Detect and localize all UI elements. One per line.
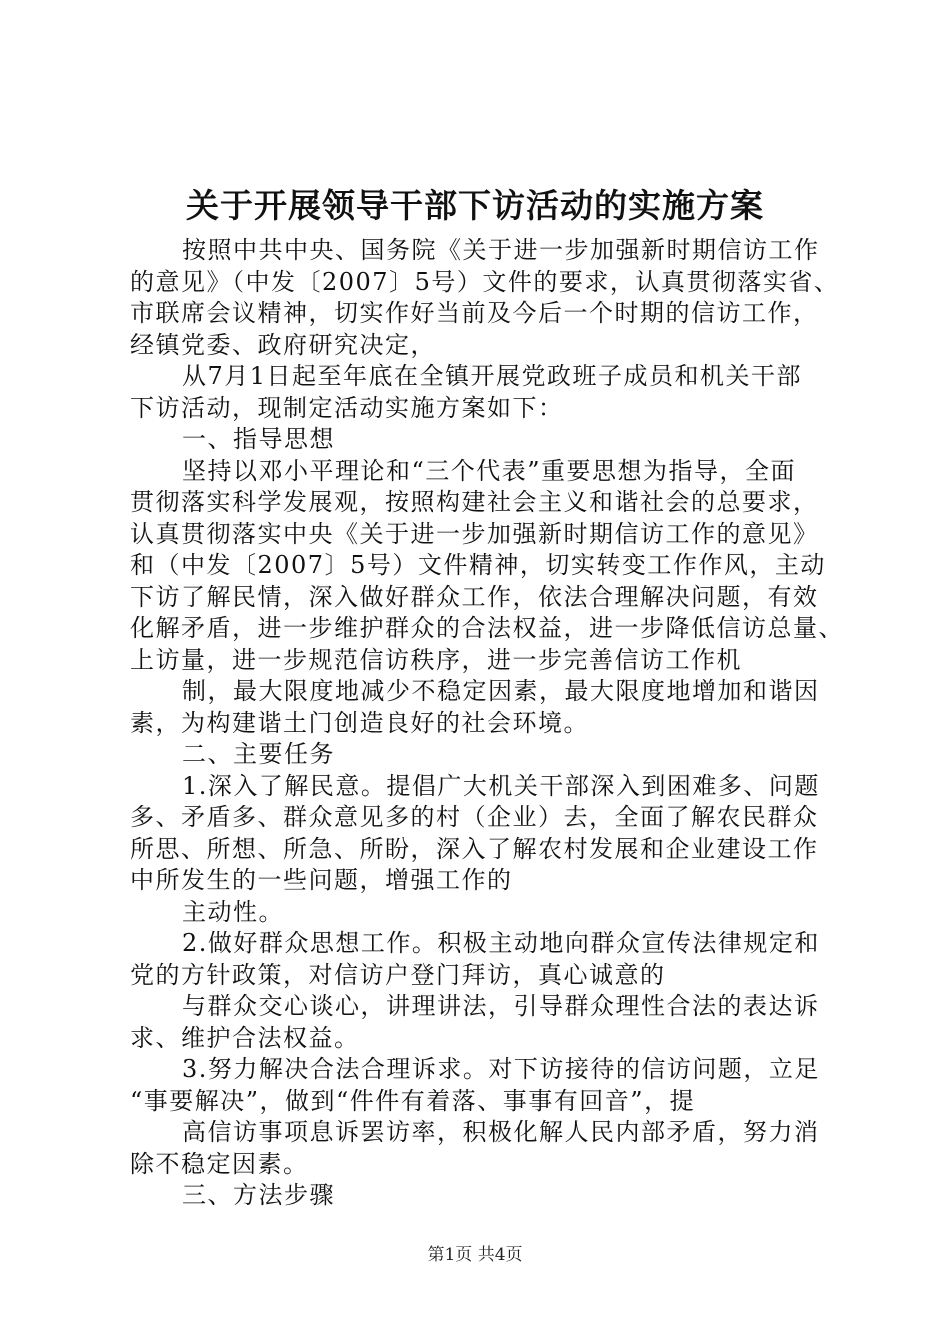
page-footer: 第1页 共4页	[427, 1245, 523, 1265]
body-line: 中所发生的一些问题，增强工作的	[130, 866, 513, 894]
body-line: 经镇党委、政府研究决定，	[130, 330, 436, 359]
body-line: 党的方针政策，对信访户登门拜访，真心诚意的	[130, 960, 666, 989]
body-line: 从7月1日起至年底在全镇开展党政班子成员和机关干部	[182, 362, 803, 390]
document-body	[130, 235, 850, 1212]
body-line: “事要解决”，做到“件件有着落、事事有回音”，提	[130, 1086, 696, 1115]
section-heading: 二、主要任务	[182, 740, 335, 768]
body-line: 化解矛盾，进一步维护群众的合法权益，进一步降低信访总量、	[130, 614, 844, 642]
section-heading: 三、方法步骤	[182, 1181, 335, 1209]
body-line: 主动性。	[182, 897, 284, 926]
body-line: 1.深入了解民意。提倡广大机关干部深入到困难多、问题	[182, 771, 820, 800]
body-line: 的意见》（中发〔2007〕5号）文件的要求，认真贯彻落实省、	[130, 267, 840, 296]
body-line: 求、维护合法权益。	[130, 1023, 360, 1052]
body-line: 坚持以邓小平理论和“三个代表”重要思想为指导，全面	[182, 456, 797, 485]
body-line: 多、矛盾多、群众意见多的村（企业）去，全面了解农民群众	[130, 803, 819, 831]
body-line: 素，为构建谐土门创造良好的社会环境。	[130, 708, 589, 737]
body-line: 市联席会议精神，切实作好当前及今后一个时期的信访工作，	[130, 299, 819, 327]
body-line: 贯彻落实科学发展观，按照构建社会主义和谐社会的总要求，	[130, 488, 819, 516]
body-line: 3.努力解决合法合理诉求。对下访接待的信访问题，立足	[182, 1055, 820, 1083]
section-heading: 一、指导思想	[182, 425, 335, 453]
body-line: 按照中共中央、国务院《关于进一步加强新时期信访工作	[182, 236, 820, 264]
body-line: 2.做好群众思想工作。积极主动地向群众宣传法律规定和	[182, 929, 820, 957]
body-line: 高信访事项息诉罢访率，积极化解人民内部矛盾，努力消	[182, 1118, 820, 1146]
body-line: 除不稳定因素。	[130, 1149, 309, 1178]
body-line: 上访量，进一步规范信访秩序，进一步完善信访工作机	[130, 645, 742, 674]
document-title: 关于开展领导干部下访活动的实施方案	[186, 186, 764, 225]
body-line: 下访了解民情，深入做好群众工作，依法合理解决问题，有效	[130, 582, 819, 611]
body-line: 与群众交心谈心，讲理讲法，引导群众理性合法的表达诉	[182, 992, 820, 1020]
body-line: 认真贯彻落实中央《关于进一步加强新时期信访工作的意见》	[130, 519, 819, 548]
body-line: 所思、所想、所急、所盼，深入了解农村发展和企业建设工作	[130, 834, 819, 863]
body-line: 制，最大限度地减少不稳定因素，最大限度地增加和谐因	[182, 677, 820, 705]
body-line: 下访活动，现制定活动实施方案如下：	[130, 393, 564, 422]
body-line: 和（中发〔2007〕5号）文件精神，切实转变工作作风，主动	[130, 551, 826, 579]
